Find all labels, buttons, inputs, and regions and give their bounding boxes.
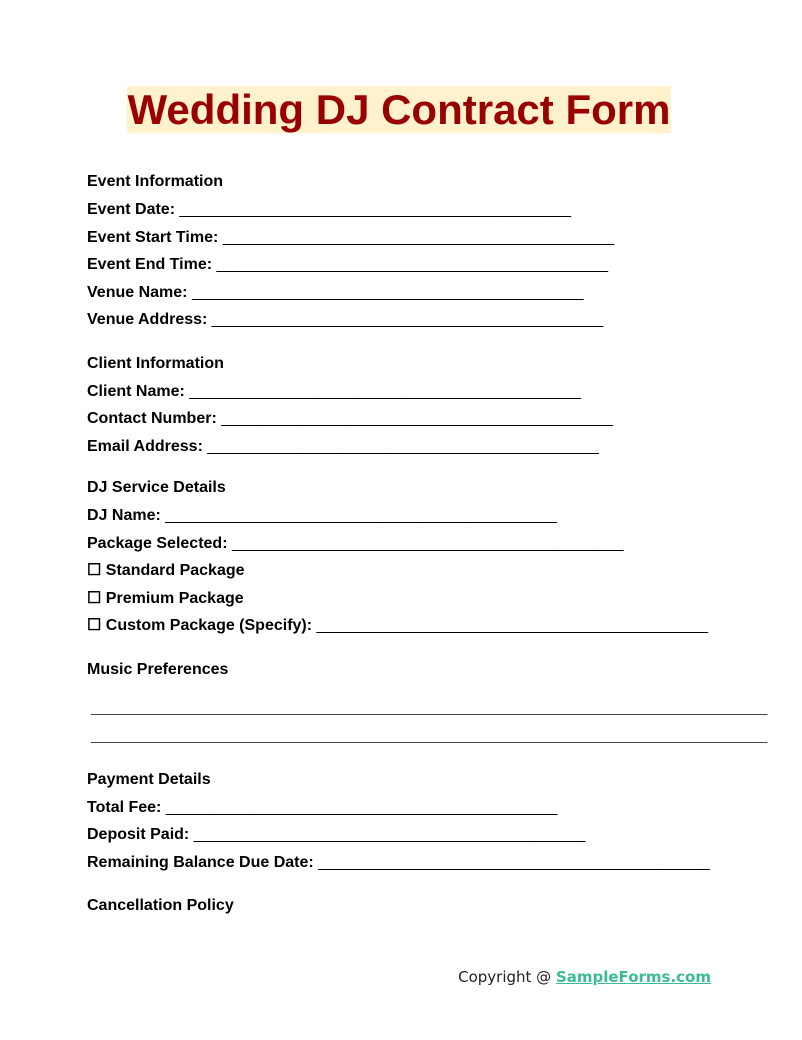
blank-line[interactable]: ____________________________________________ <box>189 382 581 400</box>
section-spacer <box>87 460 727 474</box>
section-spacer <box>87 640 727 656</box>
blank-line[interactable]: ____________________________________________ <box>318 853 710 871</box>
field-event-date[interactable] <box>87 196 727 224</box>
field-package-selected[interactable] <box>87 530 727 558</box>
blank-line[interactable]: ____________________________________________ <box>216 256 609 273</box>
blank-line[interactable]: ____________________________________________ <box>165 798 558 816</box>
section-spacer <box>87 334 727 350</box>
section-heading-client: Client Information <box>87 354 224 372</box>
checkbox-icon[interactable]: ☐ <box>87 562 102 579</box>
option-label: Premium Package <box>105 589 244 607</box>
option-standard-package[interactable] <box>87 557 727 585</box>
field-contact-number[interactable] <box>87 405 727 433</box>
page-title: Wedding DJ Contract Form <box>127 86 671 133</box>
blank-line[interactable]: ____________________________________________ <box>221 410 613 427</box>
section-heading-event: Event Information <box>87 173 224 190</box>
field-venue-address[interactable] <box>87 306 727 334</box>
field-email-address[interactable] <box>87 433 727 461</box>
field-label: Remaining Balance Due Date: <box>87 853 314 871</box>
field-event-start-time[interactable] <box>87 224 727 252</box>
music-preferences-line-1[interactable]: ____________________________________________________________________________ <box>91 698 768 716</box>
checkbox-icon[interactable]: ☐ <box>87 617 102 634</box>
title-container <box>0 86 802 133</box>
field-label: Total Fee: <box>87 798 162 816</box>
field-label: DJ Name: <box>87 507 161 524</box>
option-label: Standard Package <box>105 562 245 579</box>
field-client-name[interactable] <box>87 378 727 406</box>
field-total-fee[interactable] <box>87 794 727 822</box>
music-preferences-line-2[interactable]: ____________________________________________________________________________ <box>91 726 768 744</box>
blank-line[interactable]: ____________________________________________ <box>316 617 709 634</box>
blank-line[interactable]: ____________________________________________ <box>231 534 624 552</box>
field-label: Venue Address: <box>87 311 208 328</box>
option-custom-package[interactable] <box>87 612 727 640</box>
checkbox-icon[interactable]: ☐ <box>87 589 102 607</box>
field-label: Package Selected: <box>87 534 228 552</box>
field-label: Event Start Time: <box>87 228 219 246</box>
field-label: Event Date: <box>87 201 176 218</box>
field-label: Deposit Paid: <box>87 826 190 843</box>
section-spacer <box>87 876 727 892</box>
section-heading-dj-service: DJ Service Details <box>87 479 226 496</box>
field-label: Venue Name: <box>87 283 188 301</box>
blank-line[interactable]: ____________________________________________ <box>179 201 572 218</box>
copyright-text: Copyright @ <box>458 968 556 986</box>
field-label: Email Address: <box>87 437 203 455</box>
blank-line[interactable]: ____________________________________________ <box>165 507 557 524</box>
option-premium-package[interactable] <box>87 585 727 613</box>
option-label: Custom Package (Specify): <box>105 617 313 634</box>
field-event-end-time[interactable] <box>87 251 727 279</box>
field-label: Client Name: <box>87 382 185 400</box>
brand-link[interactable]: SampleForms.com <box>555 968 711 986</box>
copyright-footer <box>458 966 711 988</box>
blank-line[interactable]: ____________________________________________ <box>191 283 584 301</box>
field-dj-name[interactable] <box>87 502 727 530</box>
blank-line[interactable]: ____________________________________________ <box>193 826 586 843</box>
blank-line[interactable]: ____________________________________________ <box>207 437 599 455</box>
field-remaining-balance-due-date[interactable] <box>87 849 727 877</box>
field-label: Event End Time: <box>87 256 213 273</box>
field-venue-name[interactable] <box>87 279 727 307</box>
section-heading-payment: Payment Details <box>87 770 211 788</box>
section-heading-cancellation: Cancellation Policy <box>87 897 234 914</box>
form-body <box>87 168 768 920</box>
section-spacer <box>87 684 727 694</box>
section-heading-music: Music Preferences <box>87 660 229 678</box>
blank-line[interactable]: ____________________________________________ <box>211 311 604 328</box>
field-deposit-paid[interactable] <box>87 821 727 849</box>
field-label: Contact Number: <box>87 410 217 427</box>
section-spacer <box>87 750 727 766</box>
blank-line[interactable]: ____________________________________________ <box>222 228 615 246</box>
